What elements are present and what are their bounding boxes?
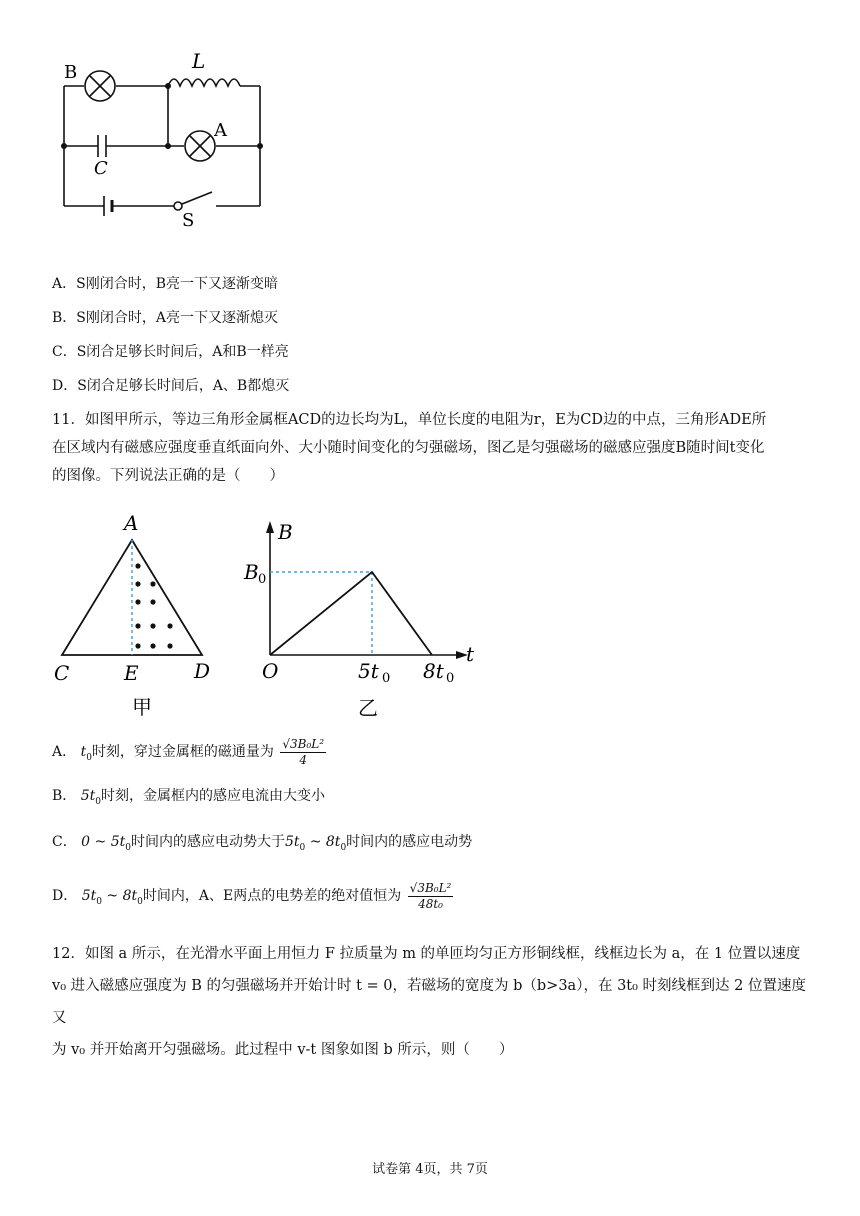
origin-label: O	[262, 659, 279, 683]
label-S: S	[182, 210, 195, 231]
caption-jia: 甲	[132, 695, 152, 719]
axis-label-t: t	[466, 642, 475, 666]
label-B: B	[64, 62, 78, 83]
svg-text:5t: 5t	[358, 659, 379, 683]
q10-option-c: C．S闭合足够长时间后，A和B一样亮	[52, 344, 289, 360]
tick-8t0	[423, 659, 454, 686]
svg-text:B: B	[244, 560, 259, 584]
tick-5t0	[358, 659, 390, 686]
q11-option-b: B． $5t_0$时刻，金属框内的感应电流由大变小	[52, 788, 326, 807]
figure-yi-graph	[240, 515, 490, 720]
label-D-vertex: D	[194, 659, 211, 683]
svg-text:0: 0	[446, 671, 455, 686]
q11-option-c: C． 0 ~ $5t_0$时间内的感应电动势大于$5t_0$ ~ $8t_0$时间内的感应电动势	[52, 834, 473, 853]
axis-label-B: B	[278, 520, 293, 544]
label-E-point: E	[124, 661, 139, 685]
q11-stem: 11．如图甲所示，等边三角形金属框ACD的边长均为L，单位长度的电阻为r，E为CD边的中点，三角形ADE所 在区域内有磁感应强度垂直纸面向外、大小随时间变化的匀强磁场，图乙是匀强磁场的磁感应强度B随时间t变化 的图像。下列说法正确的是（ ）	[52, 412, 767, 484]
q12-stem: 12．如图 a 所示，在光滑水平面上用恒力 F 拉质量为 m 的单匝均匀正方形铜线框，线框边长为 a，在 1 位置以速度 v₀ 进入磁感应强度为 B 的匀强磁场并开始计时 t = 0，若磁场的宽度为 b（b>3a），在 3t₀ 时刻线框到达 2 位置速度又 为 v₀ 并开始离开匀强磁场。此过程中 v-t 图象如图 b 所示，则（ ）	[52, 946, 806, 1058]
q11-option-a: A． $t_0$时刻，穿过金属框的磁通量为 $\frac{\text{√3B₀L²}}{4}$	[52, 736, 325, 767]
label-A: A	[214, 120, 227, 141]
q10-option-d: D．S闭合足够长时间后，A、B都熄灭	[52, 378, 290, 394]
tick-B0	[243, 560, 266, 587]
svg-text:0: 0	[258, 572, 267, 587]
q10-option-a: A．S刚闭合时，B亮一下又逐渐变暗	[52, 276, 279, 292]
page-footer: 试卷第 4页，共 7页	[372, 1162, 488, 1177]
svg-text:0: 0	[382, 671, 391, 686]
label-C-vertex: C	[54, 661, 70, 685]
label-L: L	[192, 49, 206, 73]
label-C: C	[94, 158, 108, 179]
figure-jia-triangle	[50, 510, 230, 720]
q10-option-b: B．S刚闭合时，A亮一下又逐渐熄灭	[52, 310, 278, 326]
svg-text:8t: 8t	[423, 659, 444, 683]
label-A-vertex: A	[124, 511, 139, 535]
circuit-diagram	[40, 40, 280, 240]
caption-yi: 乙	[358, 696, 378, 720]
q11-option-d: D． $5t_0$ ~ $8t_0$时间内，A、E两点的电势差的绝对值恒为 $\frac{\text{√3B₀L²}}{\text{48t₀}}$	[52, 880, 452, 911]
